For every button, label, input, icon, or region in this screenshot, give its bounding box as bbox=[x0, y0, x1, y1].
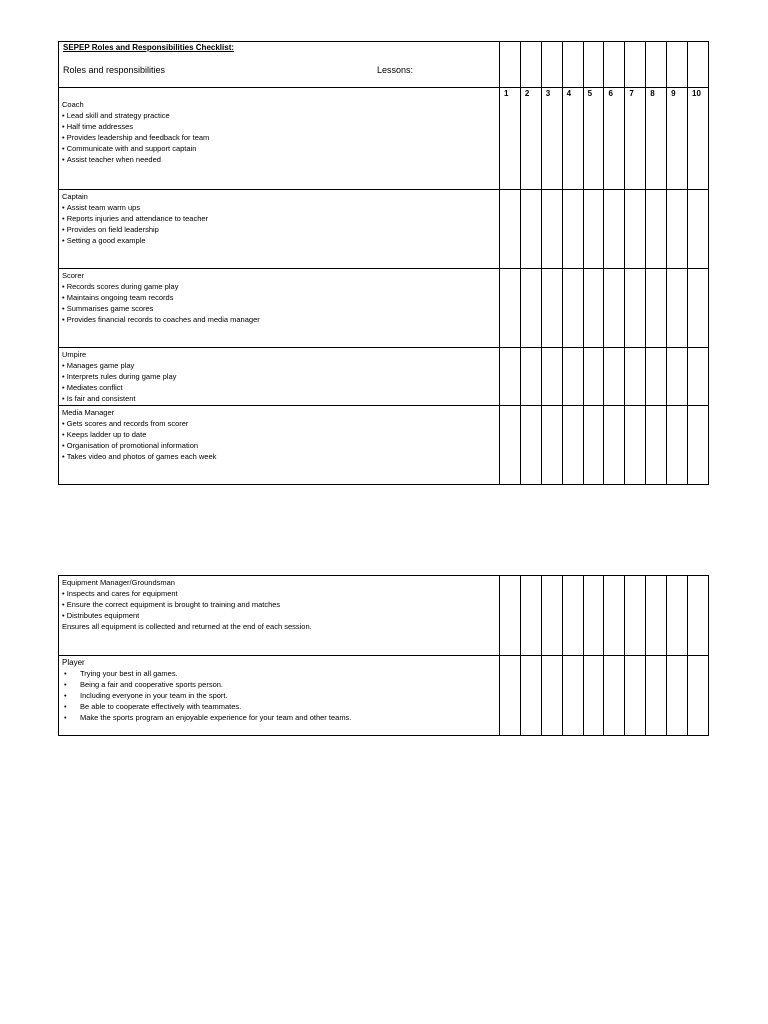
responsibility-item: • Ensure the correct equipment is brought to training and matches bbox=[62, 599, 496, 610]
responsibility-item: • Lead skill and strategy practice bbox=[62, 110, 496, 121]
role-name: Captain bbox=[62, 192, 88, 201]
responsibility-item: • Provides on field leadership bbox=[62, 224, 496, 235]
checkbox-cell[interactable] bbox=[541, 348, 562, 406]
responsibility-item: • Records scores during game play bbox=[62, 281, 496, 292]
lesson-number: 10 bbox=[688, 88, 709, 190]
role-cell-media-manager bbox=[59, 406, 500, 485]
checkbox-cell[interactable] bbox=[500, 348, 521, 406]
responsibility-item: • Takes video and photos of games each week bbox=[62, 451, 496, 462]
checkbox-cell[interactable] bbox=[646, 190, 667, 269]
checkbox-cell[interactable] bbox=[604, 269, 625, 348]
responsibility-item: • Assist teacher when needed bbox=[62, 154, 496, 165]
checkbox-cell[interactable] bbox=[520, 190, 541, 269]
checkbox-cell[interactable] bbox=[646, 348, 667, 406]
role-cell-umpire bbox=[59, 348, 500, 406]
checkbox-cell[interactable] bbox=[583, 406, 604, 485]
role-row-scorer bbox=[59, 269, 709, 348]
responsibility-item: • Manages game play bbox=[62, 360, 496, 371]
responsibility-item: • Being a fair and cooperative sports person. bbox=[62, 679, 496, 690]
header-blank-cell bbox=[562, 42, 583, 88]
lesson-number: 1 bbox=[500, 88, 521, 190]
header-blank-cell bbox=[541, 42, 562, 88]
checkbox-cell[interactable] bbox=[625, 190, 646, 269]
header-blank-cell bbox=[688, 42, 709, 88]
responsibility-item: • Be able to cooperate effectively with teammates. bbox=[62, 701, 496, 712]
lesson-number: 9 bbox=[667, 88, 688, 190]
checkbox-cell[interactable] bbox=[583, 269, 604, 348]
checkbox-cell[interactable] bbox=[562, 348, 583, 406]
checkbox-cell[interactable] bbox=[667, 406, 688, 485]
roles-header-label: Roles and responsibilities bbox=[63, 65, 166, 75]
lesson-number: 5 bbox=[583, 88, 604, 190]
role-row-player bbox=[59, 656, 709, 736]
checkbox-cell[interactable] bbox=[520, 269, 541, 348]
lessons-header-label: Lessons: bbox=[376, 65, 413, 75]
responsibility-item: • Provides financial records to coaches and media manager bbox=[62, 314, 496, 325]
checkbox-cell[interactable] bbox=[646, 656, 667, 736]
checkbox-cell[interactable] bbox=[688, 576, 709, 656]
responsibility-item: • Reports injuries and attendance to teacher bbox=[62, 213, 496, 224]
role-name: Media Manager bbox=[62, 408, 115, 417]
responsibility-item: • Mediates conflict bbox=[62, 382, 496, 393]
checkbox-cell[interactable] bbox=[541, 406, 562, 485]
responsibility-item: • Organisation of promotional information bbox=[62, 440, 496, 451]
checkbox-cell[interactable] bbox=[562, 576, 583, 656]
role-name: Umpire bbox=[62, 350, 87, 359]
lesson-number: 4 bbox=[562, 88, 583, 190]
responsibility-item: • Trying your best in all games. bbox=[62, 668, 496, 679]
role-row-captain bbox=[59, 190, 709, 269]
responsibility-item: • Inspects and cares for equipment bbox=[62, 588, 496, 599]
lesson-number: 3 bbox=[541, 88, 562, 190]
checkbox-cell[interactable] bbox=[625, 576, 646, 656]
role-cell-coach bbox=[59, 88, 500, 190]
checkbox-cell[interactable] bbox=[604, 656, 625, 736]
checkbox-cell[interactable] bbox=[688, 406, 709, 485]
responsibility-item: • Setting a good example bbox=[62, 235, 496, 246]
header-cell bbox=[59, 42, 500, 88]
checkbox-cell[interactable] bbox=[625, 656, 646, 736]
header-row bbox=[59, 42, 709, 88]
checkbox-cell[interactable] bbox=[688, 269, 709, 348]
responsibility-item: • Maintains ongoing team records bbox=[62, 292, 496, 303]
checkbox-cell[interactable] bbox=[646, 576, 667, 656]
checkbox-cell[interactable] bbox=[500, 656, 521, 736]
role-name: Coach bbox=[62, 100, 84, 109]
checkbox-cell[interactable] bbox=[583, 190, 604, 269]
role-row-coach bbox=[59, 88, 709, 190]
lesson-number: 8 bbox=[646, 88, 667, 190]
role-row-umpire bbox=[59, 348, 709, 406]
responsibility-note: Ensures all equipment is collected and returned at the end of each session. bbox=[62, 622, 312, 631]
checkbox-cell[interactable] bbox=[562, 190, 583, 269]
checkbox-cell[interactable] bbox=[646, 406, 667, 485]
checkbox-cell[interactable] bbox=[541, 576, 562, 656]
checkbox-cell[interactable] bbox=[688, 656, 709, 736]
checkbox-cell[interactable] bbox=[541, 269, 562, 348]
checkbox-cell[interactable] bbox=[667, 269, 688, 348]
header-blank-cell bbox=[646, 42, 667, 88]
checkbox-cell[interactable] bbox=[604, 576, 625, 656]
checklist-table-continued bbox=[58, 575, 709, 736]
checklist-table bbox=[58, 41, 709, 485]
checkbox-cell[interactable] bbox=[688, 348, 709, 406]
checkbox-cell[interactable] bbox=[541, 190, 562, 269]
checkbox-cell[interactable] bbox=[500, 576, 521, 656]
lesson-number: 2 bbox=[520, 88, 541, 190]
player-list bbox=[62, 668, 496, 723]
role-cell-scorer bbox=[59, 269, 500, 348]
responsibility-item: • Communicate with and support captain bbox=[62, 143, 496, 154]
checkbox-cell[interactable] bbox=[667, 190, 688, 269]
checkbox-cell[interactable] bbox=[520, 656, 541, 736]
checkbox-cell[interactable] bbox=[541, 656, 562, 736]
checkbox-cell[interactable] bbox=[667, 348, 688, 406]
document-title: SEPEP Roles and Responsibilities Checklist: bbox=[63, 43, 235, 52]
role-row-equipment-manager bbox=[59, 576, 709, 656]
role-name: Equipment Manager/Groundsman bbox=[62, 578, 175, 587]
checkbox-cell[interactable] bbox=[604, 190, 625, 269]
lesson-number: 6 bbox=[604, 88, 625, 190]
responsibility-item: • Distributes equipment bbox=[62, 610, 496, 621]
checkbox-cell[interactable] bbox=[688, 190, 709, 269]
role-row-media-manager bbox=[59, 406, 709, 485]
checkbox-cell[interactable] bbox=[520, 406, 541, 485]
responsibility-item: • Is fair and consistent bbox=[62, 393, 496, 404]
checkbox-cell[interactable] bbox=[625, 269, 646, 348]
checkbox-cell[interactable] bbox=[583, 576, 604, 656]
checkbox-cell[interactable] bbox=[625, 348, 646, 406]
checkbox-cell[interactable] bbox=[562, 406, 583, 485]
responsibility-item: • Summarises game scores bbox=[62, 303, 496, 314]
responsibility-item: • Keeps ladder up to date bbox=[62, 429, 496, 440]
responsibility-item: • Gets scores and records from scorer bbox=[62, 418, 496, 429]
role-cell-captain bbox=[59, 190, 500, 269]
role-cell-player bbox=[59, 656, 500, 736]
responsibility-item: • Including everyone in your team in the sport. bbox=[62, 690, 496, 701]
responsibility-item: • Provides leadership and feedback for team bbox=[62, 132, 496, 143]
responsibility-item: • Assist team warm ups bbox=[62, 202, 496, 213]
checkbox-cell[interactable] bbox=[520, 348, 541, 406]
header-blank-cell bbox=[583, 42, 604, 88]
checkbox-cell[interactable] bbox=[604, 348, 625, 406]
checkbox-cell[interactable] bbox=[646, 269, 667, 348]
checkbox-cell[interactable] bbox=[667, 576, 688, 656]
checkbox-cell[interactable] bbox=[562, 656, 583, 736]
checkbox-cell[interactable] bbox=[520, 576, 541, 656]
checkbox-cell[interactable] bbox=[500, 269, 521, 348]
responsibility-item: • Interprets rules during game play bbox=[62, 371, 496, 382]
header-blank-cell bbox=[604, 42, 625, 88]
checkbox-cell[interactable] bbox=[583, 348, 604, 406]
role-name: Scorer bbox=[62, 271, 85, 280]
lesson-number: 7 bbox=[625, 88, 646, 190]
responsibility-item: • Make the sports program an enjoyable experience for your team and other teams. bbox=[62, 712, 496, 723]
header-blank-cell bbox=[500, 42, 521, 88]
role-name: Player bbox=[62, 658, 85, 667]
checkbox-cell[interactable] bbox=[667, 656, 688, 736]
header-blank-cell bbox=[520, 42, 541, 88]
role-cell-equipment-manager bbox=[59, 576, 500, 656]
checkbox-cell[interactable] bbox=[583, 656, 604, 736]
checkbox-cell[interactable] bbox=[625, 406, 646, 485]
header-blank-cell bbox=[667, 42, 688, 88]
checkbox-cell[interactable] bbox=[500, 190, 521, 269]
header-blank-cell bbox=[625, 42, 646, 88]
responsibility-item: • Half time addresses bbox=[62, 121, 496, 132]
checkbox-cell[interactable] bbox=[500, 406, 521, 485]
checkbox-cell[interactable] bbox=[604, 406, 625, 485]
checkbox-cell[interactable] bbox=[562, 269, 583, 348]
